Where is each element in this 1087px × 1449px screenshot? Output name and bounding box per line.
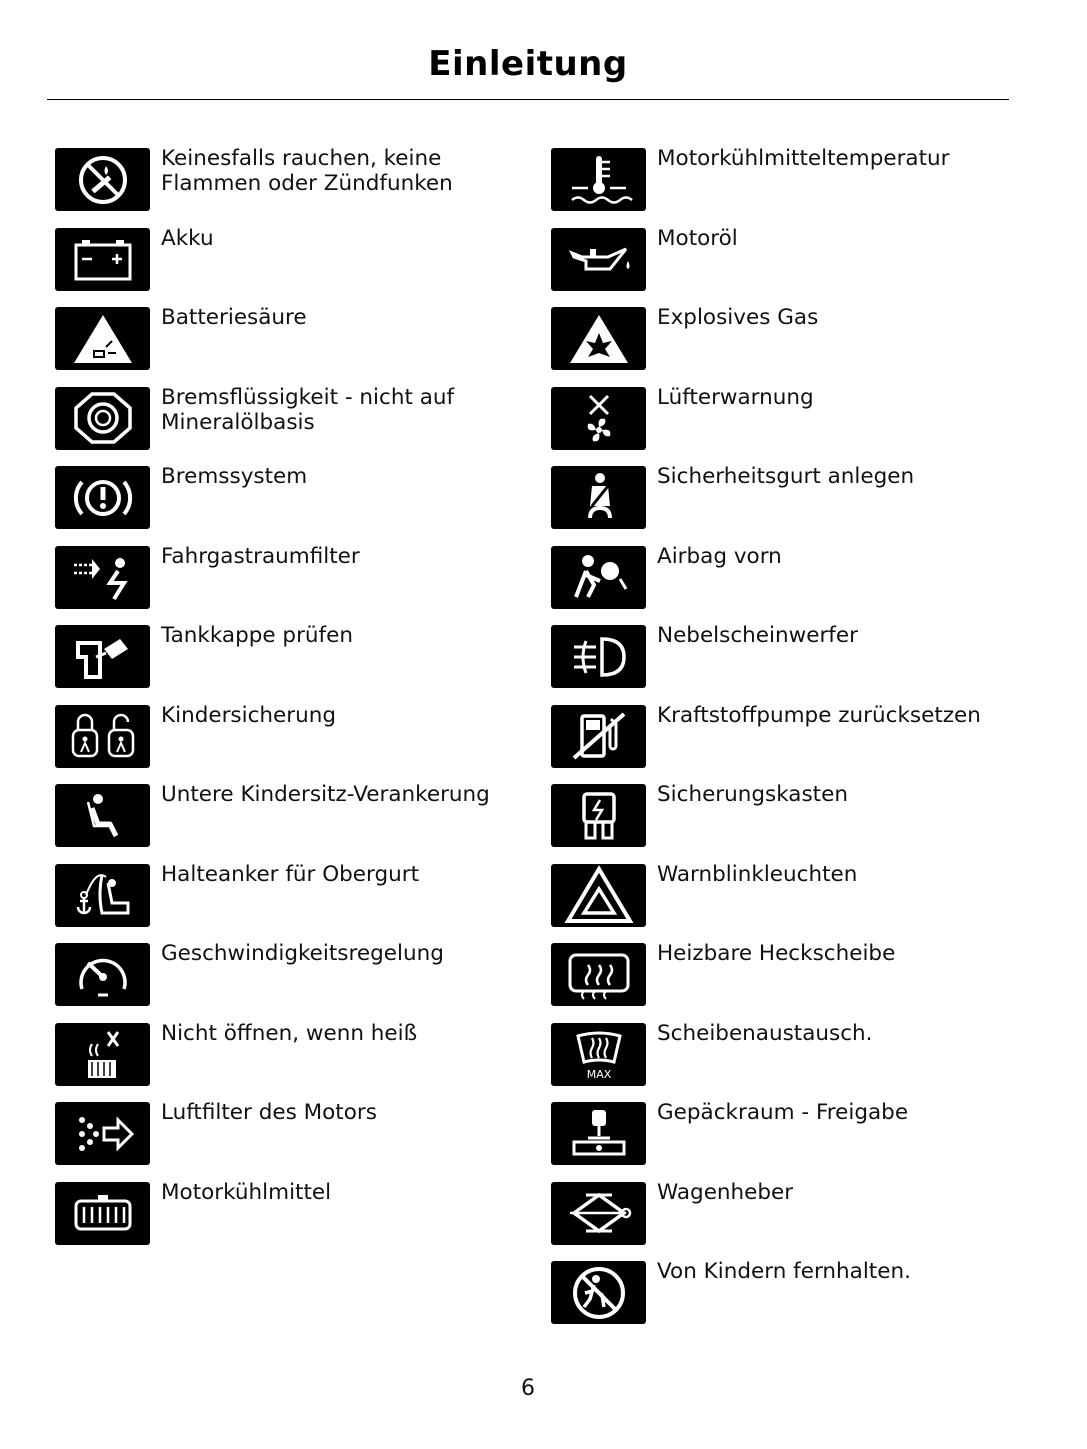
symbol-label: Batteriesäure bbox=[161, 305, 307, 330]
symbol-label: Untere Kindersitz-Verankerung bbox=[161, 782, 490, 807]
symbol-row bbox=[55, 862, 525, 942]
symbol-label: Luftfilter des Motors bbox=[161, 1100, 377, 1125]
symbol-label: Scheibenaustausch. bbox=[657, 1020, 873, 1046]
symbol-row bbox=[55, 385, 525, 465]
symbol-label: Airbag vorn bbox=[657, 543, 782, 569]
windshield-max-defrost-icon bbox=[551, 1023, 646, 1086]
symbol-row bbox=[55, 146, 525, 226]
fan-warning-icon bbox=[551, 387, 646, 450]
symbol-row bbox=[55, 305, 525, 385]
symbol-row bbox=[551, 1021, 1021, 1101]
engine-air-filter-icon bbox=[55, 1102, 150, 1165]
symbol-label: Bremssystem bbox=[161, 464, 308, 489]
no-smoking-flames-icon bbox=[55, 148, 150, 211]
symbol-row bbox=[551, 623, 1021, 703]
child-lock-icon bbox=[55, 705, 150, 768]
heated-rear-window-icon bbox=[551, 943, 646, 1006]
symbol-label: Wagenheber bbox=[657, 1179, 794, 1205]
do-not-open-hot-icon bbox=[55, 1023, 150, 1086]
symbol-row bbox=[551, 703, 1021, 783]
brake-system-icon bbox=[55, 466, 150, 529]
symbol-row bbox=[55, 703, 525, 783]
symbol-label: Motoröl bbox=[657, 225, 738, 251]
symbol-row bbox=[551, 544, 1021, 624]
symbol-label: Gepäckraum - Freigabe bbox=[657, 1100, 909, 1125]
symbol-label: Von Kindern fernhalten. bbox=[657, 1259, 911, 1284]
symbol-label: Explosives Gas bbox=[657, 305, 819, 330]
jack-icon bbox=[551, 1182, 646, 1245]
symbol-row bbox=[551, 146, 1021, 226]
coolant-temperature-icon bbox=[551, 148, 646, 211]
symbol-label: Geschwindigkeitsregelung bbox=[161, 941, 444, 966]
symbol-row bbox=[55, 464, 525, 544]
symbol-row bbox=[55, 1021, 525, 1101]
page-title: Einleitung bbox=[428, 44, 628, 84]
symbol-label: Keinesfalls rauchen, keine Flammen oder Zündfunken bbox=[161, 146, 453, 196]
hazard-warning-icon bbox=[551, 864, 646, 927]
fog-lamp-icon bbox=[551, 625, 646, 688]
symbol-label: Lüfterwarnung bbox=[657, 384, 814, 410]
symbol-row bbox=[55, 1100, 525, 1180]
symbol-label: Nicht öffnen, wenn heiß bbox=[161, 1020, 418, 1046]
symbol-row bbox=[551, 464, 1021, 544]
fuel-cap-icon bbox=[55, 625, 150, 688]
front-airbag-icon bbox=[551, 546, 646, 609]
symbol-row bbox=[55, 941, 525, 1021]
cruise-control-icon bbox=[55, 943, 150, 1006]
battery-icon bbox=[55, 228, 150, 291]
fuel-pump-reset-icon bbox=[551, 705, 646, 768]
symbol-row bbox=[551, 1100, 1021, 1180]
symbol-label: Motorkühlmittel bbox=[161, 1179, 332, 1205]
symbol-label: Halteanker für Obergurt bbox=[161, 861, 420, 887]
engine-oil-icon bbox=[551, 228, 646, 291]
child-seat-lower-anchor-icon bbox=[55, 784, 150, 847]
explosive-gas-icon bbox=[551, 307, 646, 370]
symbol-row bbox=[551, 226, 1021, 306]
brake-fluid-icon bbox=[55, 387, 150, 450]
symbols-left-column bbox=[55, 146, 525, 1259]
symbol-row bbox=[551, 305, 1021, 385]
symbol-label: Heizbare Heckscheibe bbox=[657, 941, 896, 966]
keep-away-children-icon bbox=[551, 1261, 646, 1324]
symbol-row bbox=[55, 782, 525, 862]
symbol-row bbox=[551, 1259, 1021, 1339]
symbol-row bbox=[55, 544, 525, 624]
symbol-row bbox=[551, 782, 1021, 862]
title-divider bbox=[47, 99, 1009, 100]
symbol-label: Warnblinkleuchten bbox=[657, 861, 858, 887]
seatbelt-icon bbox=[551, 466, 646, 529]
symbol-row bbox=[551, 1180, 1021, 1260]
symbols-right-column bbox=[551, 146, 1021, 1339]
page-number: 6 bbox=[521, 1376, 535, 1401]
symbol-label: Bremsflüssigkeit - nicht auf Mineralölbasis bbox=[161, 384, 455, 435]
symbol-row bbox=[55, 1180, 525, 1260]
symbol-label: Sicherungskasten bbox=[657, 782, 848, 807]
trunk-release-icon bbox=[551, 1102, 646, 1165]
symbol-label: Kraftstoffpumpe zurücksetzen bbox=[657, 702, 981, 728]
symbol-label: Akku bbox=[161, 225, 214, 251]
symbol-row bbox=[55, 226, 525, 306]
symbol-label: Sicherheitsgurt anlegen bbox=[657, 464, 915, 489]
symbol-label: Nebelscheinwerfer bbox=[657, 623, 858, 648]
symbol-label: Fahrgastraumfilter bbox=[161, 543, 360, 569]
symbol-row bbox=[551, 862, 1021, 942]
symbol-label: Tankkappe prüfen bbox=[161, 623, 353, 648]
battery-acid-icon bbox=[55, 307, 150, 370]
top-tether-anchor-icon bbox=[55, 864, 150, 927]
symbol-row bbox=[55, 623, 525, 703]
symbol-label: Kindersicherung bbox=[161, 702, 337, 728]
max-caption: MAX bbox=[586, 1068, 611, 1081]
symbol-label: Motorkühlmitteltemperatur bbox=[657, 146, 950, 171]
cabin-air-filter-icon bbox=[55, 546, 150, 609]
fuse-box-icon bbox=[551, 784, 646, 847]
symbol-row bbox=[551, 941, 1021, 1021]
symbol-row bbox=[551, 385, 1021, 465]
engine-coolant-icon bbox=[55, 1182, 150, 1245]
